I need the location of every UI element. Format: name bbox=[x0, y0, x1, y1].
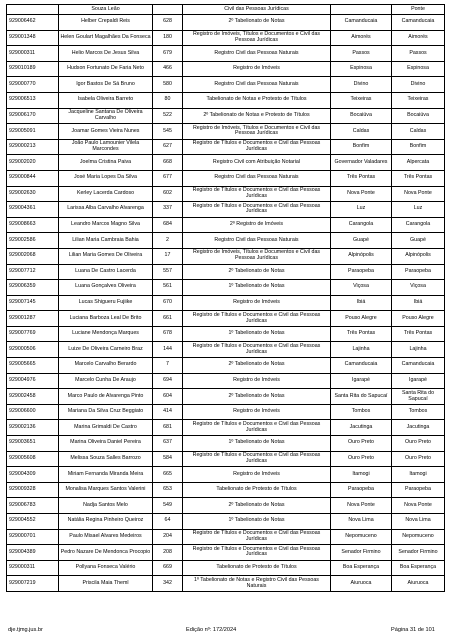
code-cell: 929004552 bbox=[7, 514, 59, 530]
municipio-cell: Ouro Preto bbox=[392, 451, 445, 467]
service-cell: Registro de Imóveis bbox=[183, 295, 331, 311]
table-row bbox=[7, 342, 445, 358]
service-cell: Registro de Imóveis bbox=[183, 61, 331, 77]
code-cell: 929007219 bbox=[7, 576, 59, 592]
service-cell: Registro de Títulos e Documentos e Civil das Pessoas Jurídicas bbox=[183, 186, 331, 202]
name-cell: Helio Marcos De Jesus Silva bbox=[59, 46, 153, 62]
footer-page-number: Página 31 de 101 bbox=[391, 627, 435, 633]
code-cell: 929009328 bbox=[7, 482, 59, 498]
service-cell: 2º Tabelionato de Notas e Protesto de Títulos bbox=[183, 108, 331, 124]
number-cell: 679 bbox=[153, 46, 183, 62]
comarca-cell: Pouso Alegre bbox=[331, 311, 392, 327]
name-cell: Luana Gonçalves Oliveira bbox=[59, 280, 153, 296]
municipio-cell: Lajinha bbox=[392, 342, 445, 358]
table-row bbox=[7, 389, 445, 405]
service-cell: Registro de Imóveis bbox=[183, 467, 331, 483]
service-cell: Tabelionato de Notas e Protesto de Títulos bbox=[183, 92, 331, 108]
code-cell: 929002586 bbox=[7, 233, 59, 249]
municipio-cell: Ouro Preto bbox=[392, 436, 445, 452]
table-row bbox=[7, 326, 445, 342]
service-cell: 2º Tabelionato de Notas bbox=[183, 15, 331, 31]
municipio-cell: Divino bbox=[392, 77, 445, 93]
municipio-cell: Nova Ponte bbox=[392, 498, 445, 514]
code-cell: 929007145 bbox=[7, 295, 59, 311]
name-cell: Joamar Gomes Vieira Nunes bbox=[59, 124, 153, 140]
service-cell: Registro de Imóveis, Títulos e Documentos e Civil das Pessoas Jurídicas bbox=[183, 248, 331, 264]
table-row bbox=[7, 295, 445, 311]
footer-site: dje.tjmg.jus.br bbox=[8, 627, 43, 633]
code-cell: 929010189 bbox=[7, 61, 59, 77]
code-cell: 929000506 bbox=[7, 342, 59, 358]
table-row bbox=[7, 202, 445, 218]
table-row bbox=[7, 61, 445, 77]
service-cell: Registro de Títulos e Documentos e Civil das Pessoas Jurídicas bbox=[183, 545, 331, 561]
comarca-cell: Paraopeba bbox=[331, 482, 392, 498]
name-cell: Leandro Marcos Magno Silva bbox=[59, 217, 153, 233]
code-cell: 929004976 bbox=[7, 373, 59, 389]
number-cell: 670 bbox=[153, 295, 183, 311]
municipio-cell: Luz bbox=[392, 202, 445, 218]
number-cell: 668 bbox=[153, 155, 183, 171]
code-cell: 929006783 bbox=[7, 498, 59, 514]
number-cell: 208 bbox=[153, 545, 183, 561]
name-cell: Miriam Fernanda Miranda Meira bbox=[59, 467, 153, 483]
number-cell: 637 bbox=[153, 436, 183, 452]
number-cell: 2 bbox=[153, 233, 183, 249]
table-row bbox=[7, 576, 445, 592]
comarca-cell: Governador Valadares bbox=[331, 155, 392, 171]
code-cell: 929000311 bbox=[7, 560, 59, 576]
municipio-cell: Três Pontas bbox=[392, 326, 445, 342]
number-cell: 681 bbox=[153, 420, 183, 436]
municipio-cell: Guapé bbox=[392, 233, 445, 249]
number-cell: 64 bbox=[153, 514, 183, 530]
header-cell-code bbox=[7, 5, 59, 15]
number-cell: 678 bbox=[153, 326, 183, 342]
name-cell: Igor Bastos De Sá Bruno bbox=[59, 77, 153, 93]
municipio-cell: Nepomuceno bbox=[392, 529, 445, 545]
municipio-cell: Espinosa bbox=[392, 61, 445, 77]
comarca-cell: Três Pontas bbox=[331, 326, 392, 342]
comarca-cell: Nepomuceno bbox=[331, 529, 392, 545]
comarca-cell: Teixeiras bbox=[331, 92, 392, 108]
number-cell: 627 bbox=[153, 139, 183, 155]
service-cell: 2º Tabelionato de Notas bbox=[183, 389, 331, 405]
municipio-cell: Senador Firmino bbox=[392, 545, 445, 561]
table-row bbox=[7, 404, 445, 420]
header-cell-number bbox=[153, 5, 183, 15]
name-cell: Monalisa Marques Santos Valerini bbox=[59, 482, 153, 498]
comarca-cell: Ouro Preto bbox=[331, 436, 392, 452]
table-row bbox=[7, 529, 445, 545]
code-cell: 929003651 bbox=[7, 436, 59, 452]
table-row bbox=[7, 311, 445, 327]
number-cell: 604 bbox=[153, 389, 183, 405]
table-row bbox=[7, 467, 445, 483]
number-cell: 602 bbox=[153, 186, 183, 202]
code-cell: 929000844 bbox=[7, 170, 59, 186]
code-cell: 929000213 bbox=[7, 139, 59, 155]
comarca-cell: Ouro Preto bbox=[331, 451, 392, 467]
number-cell: 144 bbox=[153, 342, 183, 358]
name-cell: Marina Grimaldi De Castro bbox=[59, 420, 153, 436]
number-cell: 80 bbox=[153, 92, 183, 108]
footer-edition: Edição nº: 172/2024 bbox=[186, 627, 237, 633]
municipio-cell: Camanducaia bbox=[392, 358, 445, 374]
table-row bbox=[7, 46, 445, 62]
comarca-cell: Bocaiúva bbox=[331, 108, 392, 124]
comarca-cell: Nova Lima bbox=[331, 514, 392, 530]
comarca-cell: Tombos bbox=[331, 404, 392, 420]
service-cell: Registro de Imóveis bbox=[183, 373, 331, 389]
municipio-cell: Nova Ponte bbox=[392, 186, 445, 202]
comarca-cell: Espinosa bbox=[331, 61, 392, 77]
name-cell: Marco Paulo de Alvarenga Pinto bbox=[59, 389, 153, 405]
code-cell: 929006513 bbox=[7, 92, 59, 108]
code-cell: 929007769 bbox=[7, 326, 59, 342]
code-cell: 929000770 bbox=[7, 77, 59, 93]
service-cell: Registro Civil das Pessoas Naturais bbox=[183, 46, 331, 62]
code-cell: 929004309 bbox=[7, 467, 59, 483]
municipio-cell: Três Pontas bbox=[392, 170, 445, 186]
comarca-cell: Luz bbox=[331, 202, 392, 218]
number-cell: 342 bbox=[153, 576, 183, 592]
service-cell: Registro de Títulos e Documentos e Civil das Pessoas Jurídicas bbox=[183, 342, 331, 358]
table-row bbox=[7, 545, 445, 561]
number-cell: 522 bbox=[153, 108, 183, 124]
municipio-cell: Paraopeba bbox=[392, 482, 445, 498]
name-cell: Mariana Da Silva Cruz Beggiato bbox=[59, 404, 153, 420]
municipio-cell: Teixeiras bbox=[392, 92, 445, 108]
name-cell: Lilian Maria Cambraia Bahia bbox=[59, 233, 153, 249]
comarca-cell: Paraopeba bbox=[331, 264, 392, 280]
service-cell: 1º Tabelionato de Notas bbox=[183, 514, 331, 530]
header-cell-service: Civil das Pessoas Jurídicas bbox=[183, 5, 331, 15]
service-cell: 1º Tabelionato de Notas bbox=[183, 280, 331, 296]
name-cell: Natália Regina Pinheiro Queiroz bbox=[59, 514, 153, 530]
table-row bbox=[7, 233, 445, 249]
service-cell: Registro de Imóveis, Títulos e Documentos e Civil das Pessoas Jurídicas bbox=[183, 30, 331, 46]
code-cell: 929002136 bbox=[7, 420, 59, 436]
service-cell: 2º Registro de Imóveis bbox=[183, 217, 331, 233]
comarca-cell: Aimorés bbox=[331, 30, 392, 46]
table-row bbox=[7, 373, 445, 389]
table-row bbox=[7, 124, 445, 140]
comarca-cell: Nova Ponte bbox=[331, 186, 392, 202]
municipio-cell: Santa Rita do Sapucaí bbox=[392, 389, 445, 405]
name-cell: Marcelo Cunha De Araujo bbox=[59, 373, 153, 389]
number-cell: 661 bbox=[153, 311, 183, 327]
table-header-row bbox=[7, 5, 445, 15]
service-cell: Registro de Títulos e Documentos e Civil das Pessoas Jurídicas bbox=[183, 139, 331, 155]
comarca-cell: Senador Firmino bbox=[331, 545, 392, 561]
municipio-cell: Itamogi bbox=[392, 467, 445, 483]
number-cell: 204 bbox=[153, 529, 183, 545]
table-row bbox=[7, 108, 445, 124]
municipio-cell: Nova Lima bbox=[392, 514, 445, 530]
code-cell: 929004361 bbox=[7, 202, 59, 218]
name-cell: Joelma Cristina Paiva bbox=[59, 155, 153, 171]
municipio-cell: Paraopeba bbox=[392, 264, 445, 280]
table-row bbox=[7, 139, 445, 155]
table-row bbox=[7, 170, 445, 186]
registry-table bbox=[6, 4, 445, 592]
comarca-cell: Lajinha bbox=[331, 342, 392, 358]
comarca-cell: Igarapé bbox=[331, 373, 392, 389]
service-cell: Tabelionato de Protesto de Títulos bbox=[183, 560, 331, 576]
code-cell: 929006600 bbox=[7, 404, 59, 420]
number-cell: 7 bbox=[153, 358, 183, 374]
table-row bbox=[7, 30, 445, 46]
table-row bbox=[7, 358, 445, 374]
code-cell: 929002630 bbox=[7, 186, 59, 202]
code-cell: 929005091 bbox=[7, 124, 59, 140]
table-row bbox=[7, 217, 445, 233]
comarca-cell: Passos bbox=[331, 46, 392, 62]
number-cell: 557 bbox=[153, 264, 183, 280]
service-cell: Registro de Imóveis, Títulos e Documentos e Civil das Pessoas Jurídicas bbox=[183, 124, 331, 140]
comarca-cell: Divino bbox=[331, 77, 392, 93]
municipio-cell: Jacutinga bbox=[392, 420, 445, 436]
name-cell: Priscila Maia Theml bbox=[59, 576, 153, 592]
table-row bbox=[7, 498, 445, 514]
name-cell: Luana De Castro Lacerda bbox=[59, 264, 153, 280]
name-cell: Luciana Barboza Leal De Brito bbox=[59, 311, 153, 327]
municipio-cell: Carangola bbox=[392, 217, 445, 233]
comarca-cell: Caldas bbox=[331, 124, 392, 140]
municipio-cell: Pouso Alegre bbox=[392, 311, 445, 327]
comarca-cell: Itamogi bbox=[331, 467, 392, 483]
municipio-cell: Tombos bbox=[392, 404, 445, 420]
table-row bbox=[7, 420, 445, 436]
name-cell: Paulo Misael Alvares Medeiros bbox=[59, 529, 153, 545]
municipio-cell: Aimorés bbox=[392, 30, 445, 46]
name-cell: Melissa Souza Salles Barrozo bbox=[59, 451, 153, 467]
code-cell: 929007712 bbox=[7, 264, 59, 280]
number-cell: 677 bbox=[153, 170, 183, 186]
number-cell: 337 bbox=[153, 202, 183, 218]
name-cell: Larissa Alba Carvalho Alvarenga bbox=[59, 202, 153, 218]
name-cell: Isabela Oliveira Barreto bbox=[59, 92, 153, 108]
number-cell: 466 bbox=[153, 61, 183, 77]
table-row bbox=[7, 155, 445, 171]
code-cell: 929005608 bbox=[7, 451, 59, 467]
code-cell: 929006359 bbox=[7, 280, 59, 296]
comarca-cell: Três Pontas bbox=[331, 170, 392, 186]
service-cell: Registro Civil das Pessoas Naturais bbox=[183, 233, 331, 249]
service-cell: 1º Tabelionato de Notas bbox=[183, 326, 331, 342]
table-row bbox=[7, 264, 445, 280]
municipio-cell: Ibiá bbox=[392, 295, 445, 311]
service-cell: Registro Civil das Pessoas Naturais bbox=[183, 77, 331, 93]
comarca-cell: Jacutinga bbox=[331, 420, 392, 436]
name-cell: Nadja Santos Melo bbox=[59, 498, 153, 514]
comarca-cell: Viçosa bbox=[331, 280, 392, 296]
municipio-cell: Caldas bbox=[392, 124, 445, 140]
number-cell: 653 bbox=[153, 482, 183, 498]
service-cell: 2º Tabelionato de Notas bbox=[183, 264, 331, 280]
service-cell: Registro de Imóveis bbox=[183, 404, 331, 420]
code-cell: 929001287 bbox=[7, 311, 59, 327]
code-cell: 929001348 bbox=[7, 30, 59, 46]
municipio-cell: Aiuruoca bbox=[392, 576, 445, 592]
name-cell: Lilian Maria Gomes De Oliveira bbox=[59, 248, 153, 264]
comarca-cell: Carangola bbox=[331, 217, 392, 233]
comarca-cell: Boa Esperança bbox=[331, 560, 392, 576]
table-row bbox=[7, 436, 445, 452]
service-cell: 2º Tabelionato de Notas bbox=[183, 498, 331, 514]
table-row bbox=[7, 248, 445, 264]
name-cell: Luciane Mendonça Marques bbox=[59, 326, 153, 342]
name-cell: Marina Oliveira Daniel Pereira bbox=[59, 436, 153, 452]
number-cell: 694 bbox=[153, 373, 183, 389]
code-cell: 929005665 bbox=[7, 358, 59, 374]
service-cell: Registro de Títulos e Documentos e Civil das Pessoas Jurídicas bbox=[183, 311, 331, 327]
number-cell: 684 bbox=[153, 217, 183, 233]
code-cell: 929006170 bbox=[7, 108, 59, 124]
comarca-cell: Camanducaia bbox=[331, 15, 392, 31]
code-cell: 929000701 bbox=[7, 529, 59, 545]
service-cell: 2º Tabelionato de Notas bbox=[183, 358, 331, 374]
comarca-cell: Aiuruoca bbox=[331, 576, 392, 592]
name-cell: Hudson Fortunato De Faria Neto bbox=[59, 61, 153, 77]
number-cell: 561 bbox=[153, 280, 183, 296]
table-row bbox=[7, 77, 445, 93]
service-cell: Tabelionato de Protesto de Títulos bbox=[183, 482, 331, 498]
municipio-cell: Viçosa bbox=[392, 280, 445, 296]
table-row bbox=[7, 560, 445, 576]
name-cell: José Maria Lopes Da Silva bbox=[59, 170, 153, 186]
comarca-cell: Bonfim bbox=[331, 139, 392, 155]
number-cell: 628 bbox=[153, 15, 183, 31]
name-cell: João Paulo Lamounier Vilela Marcondes bbox=[59, 139, 153, 155]
name-cell: Marcelo Carvalho Berardo bbox=[59, 358, 153, 374]
comarca-cell: Alpinópolis bbox=[331, 248, 392, 264]
comarca-cell: Santa Rita do Sapucaí bbox=[331, 389, 392, 405]
table-row bbox=[7, 280, 445, 296]
table-row bbox=[7, 451, 445, 467]
service-cell: Registro de Títulos e Documentos e Civil das Pessoas Jurídicas bbox=[183, 451, 331, 467]
number-cell: 584 bbox=[153, 451, 183, 467]
comarca-cell: Nova Ponte bbox=[331, 498, 392, 514]
service-cell: 1º Tabelionato de Notas bbox=[183, 436, 331, 452]
code-cell: 929006462 bbox=[7, 15, 59, 31]
service-cell: Registro de Títulos e Documentos e Civil das Pessoas Jurídicas bbox=[183, 420, 331, 436]
table-row bbox=[7, 92, 445, 108]
code-cell: 929002068 bbox=[7, 248, 59, 264]
number-cell: 669 bbox=[153, 560, 183, 576]
table-row bbox=[7, 482, 445, 498]
name-cell: Kerley Lacerda Cardoso bbox=[59, 186, 153, 202]
name-cell: Luize De Oliveira Carneiro Braz bbox=[59, 342, 153, 358]
code-cell: 929002458 bbox=[7, 389, 59, 405]
name-cell: Lucas Shigueru Fujiike bbox=[59, 295, 153, 311]
service-cell: Registro de Títulos e Documentos e Civil das Pessoas Jurídicas bbox=[183, 529, 331, 545]
name-cell: Jacqueline Santana De Oliveira Carvalho bbox=[59, 108, 153, 124]
municipio-cell: Alpinópolis bbox=[392, 248, 445, 264]
name-cell: Pedro Nazare De Mendonca Procopio bbox=[59, 545, 153, 561]
code-cell: 929002020 bbox=[7, 155, 59, 171]
comarca-cell: Camanducaia bbox=[331, 358, 392, 374]
number-cell: 665 bbox=[153, 467, 183, 483]
header-cell-comarca bbox=[331, 5, 392, 15]
municipio-cell: Bonfim bbox=[392, 139, 445, 155]
header-cell-municipio: Ponte bbox=[392, 5, 445, 15]
comarca-cell: Ibiá bbox=[331, 295, 392, 311]
municipio-cell: Bocaiúva bbox=[392, 108, 445, 124]
service-cell: Registro Civil das Pessoas Naturais bbox=[183, 170, 331, 186]
table-row bbox=[7, 514, 445, 530]
name-cell: Helber Crepaldi Reis bbox=[59, 15, 153, 31]
code-cell: 929000311 bbox=[7, 46, 59, 62]
code-cell: 929008663 bbox=[7, 217, 59, 233]
service-cell: Registro Civil com Atribuição Notarial bbox=[183, 155, 331, 171]
name-cell: Helen Goulart Magalhães Da Fonseca bbox=[59, 30, 153, 46]
header-cell-name: Souza Leão bbox=[59, 5, 153, 15]
comarca-cell: Guapé bbox=[331, 233, 392, 249]
number-cell: 549 bbox=[153, 498, 183, 514]
number-cell: 545 bbox=[153, 124, 183, 140]
table-row bbox=[7, 15, 445, 31]
municipio-cell: Alpercata bbox=[392, 155, 445, 171]
number-cell: 180 bbox=[153, 30, 183, 46]
name-cell: Pollyana Fonseca Valério bbox=[59, 560, 153, 576]
number-cell: 580 bbox=[153, 77, 183, 93]
number-cell: 17 bbox=[153, 248, 183, 264]
number-cell: 414 bbox=[153, 404, 183, 420]
municipio-cell: Passos bbox=[392, 46, 445, 62]
table-row bbox=[7, 186, 445, 202]
service-cell: Registro de Títulos e Documentos e Civil das Pessoas Jurídicas bbox=[183, 202, 331, 218]
municipio-cell: Boa Esperança bbox=[392, 560, 445, 576]
municipio-cell: Camanducaia bbox=[392, 15, 445, 31]
code-cell: 929004389 bbox=[7, 545, 59, 561]
service-cell: 1º Tabelionato de Notas e Registro Civil das Pessoas Naturais bbox=[183, 576, 331, 592]
municipio-cell: Igarapé bbox=[392, 373, 445, 389]
